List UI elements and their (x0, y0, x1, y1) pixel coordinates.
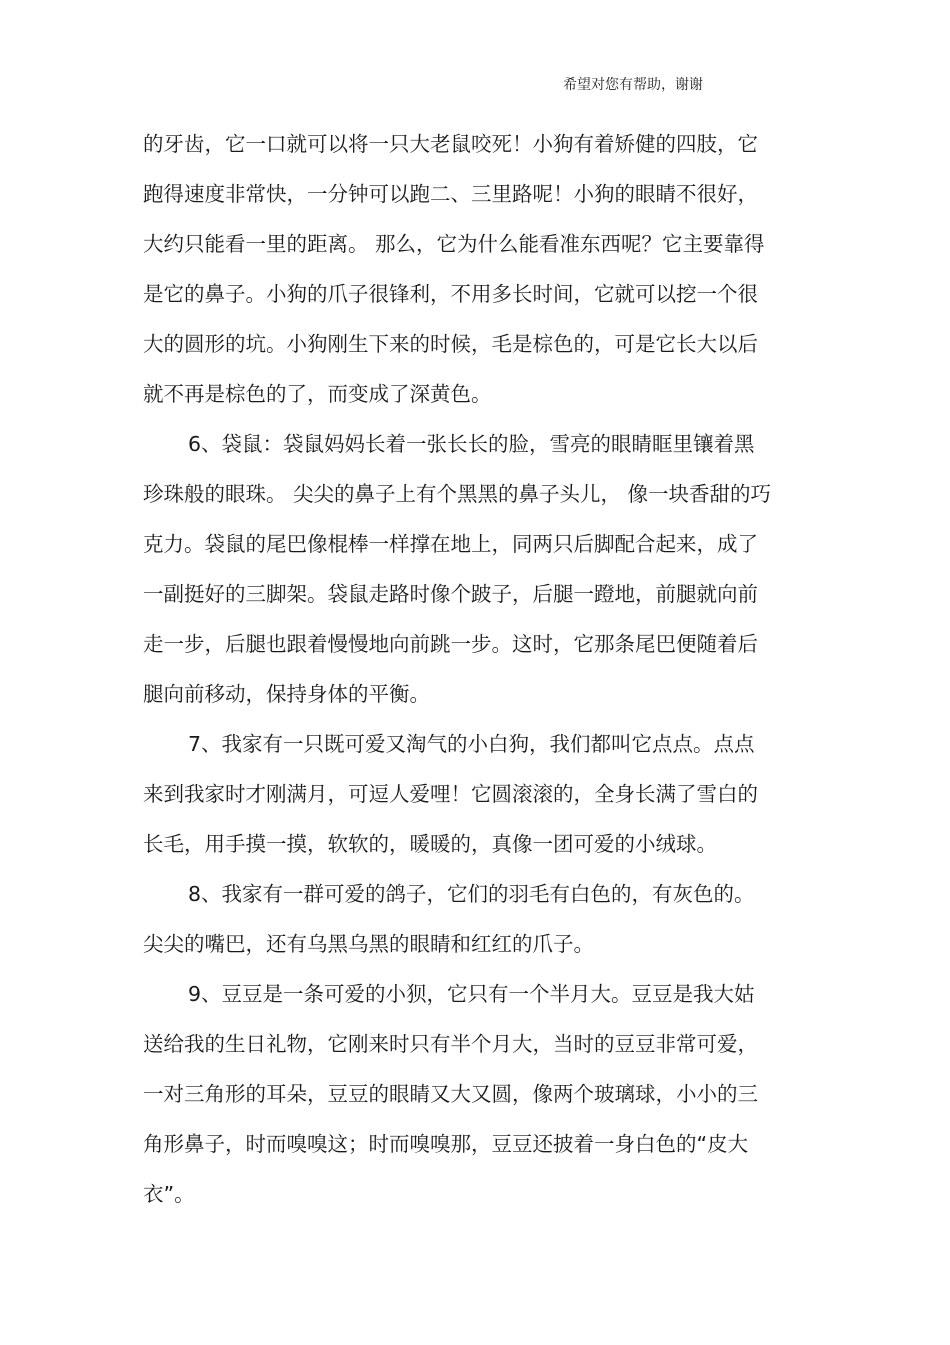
text-line: 大的圆形的坑。小狗刚生下来的时候，毛是棕色的，可是它长大以后 (143, 332, 758, 356)
text-line: 一副挺好的三脚架。袋鼠走路时像个跛子，后腿一蹬地，前腿就向前 (143, 582, 758, 606)
text-line: 来到我家时才刚满月，可逗人爱哩！它圆滚滚的，全身长满了雪白的 (143, 782, 758, 806)
text-line: 克力。袋鼠的尾巴像棍棒一样撑在地上，同两只后脚配合起来，成了 (143, 532, 758, 556)
document-body (143, 119, 808, 1219)
text-line: 走一步，后腿也跟着慢慢地向前跳一步。这时，它那条尾巴便随着后 (143, 632, 758, 656)
text-line: 长毛，用手摸一摸，软软的，暖暖的，真像一团可爱的小绒球。 (143, 832, 717, 856)
text-line: 一对三角形的耳朵，豆豆的眼睛又大又圆，像两个玻璃球，小小的三 (143, 1082, 758, 1106)
text-line: 珍珠般的眼珠。 尖尖的鼻子上有个黑黑的鼻子头儿， 像一块香甜的巧 (143, 482, 772, 506)
text-line: 就不再是棕色的了，而变成了深黄色。 (143, 382, 492, 406)
text-line: 腿向前移动，保持身体的平衡。 (143, 682, 430, 706)
header-note: 希望对您有帮助，谢谢 (563, 77, 703, 93)
text-line: 大约只能看一里的距离。 那么，它为什么能看准东西呢？它主要靠得 (143, 232, 765, 256)
text-line: 角形鼻子，时而嗅嗅这；时而嗅嗅那，豆豆还披着一身白色的“皮大 (143, 1132, 749, 1156)
text-line: 衣”。 (143, 1182, 195, 1206)
text-line: 尖尖的嘴巴，还有乌黑乌黑的眼睛和红红的爪子。 (143, 932, 594, 956)
text-line: 送给我的生日礼物，它刚来时只有半个月大，当时的豆豆非常可爱， (143, 1032, 758, 1056)
text-line: 的牙齿，它一口就可以将一只大老鼠咬死！小狗有着矫健的四肢，它 (143, 132, 758, 156)
text-line: 是它的鼻子。小狗的爪子很锋利，不用多长时间，它就可以挖一个很 (143, 282, 758, 306)
paragraph-start-line: 6、袋鼠：袋鼠妈妈长着一张长长的脸，雪亮的眼睛眶里镶着黑 (188, 432, 755, 456)
paragraph-start-line: 8、我家有一群可爱的鸽子，它们的羽毛有白色的，有灰色的。 (188, 882, 755, 906)
text-line: 跑得速度非常快，一分钟可以跑二、三里路呢！小狗的眼睛不很好， (143, 182, 758, 206)
paragraph-start-line: 7、我家有一只既可爱又淘气的小白狗，我们都叫它点点。点点 (188, 732, 755, 756)
paragraph-start-line: 9、豆豆是一条可爱的小狈，它只有一个半月大。豆豆是我大姑 (188, 982, 755, 1006)
